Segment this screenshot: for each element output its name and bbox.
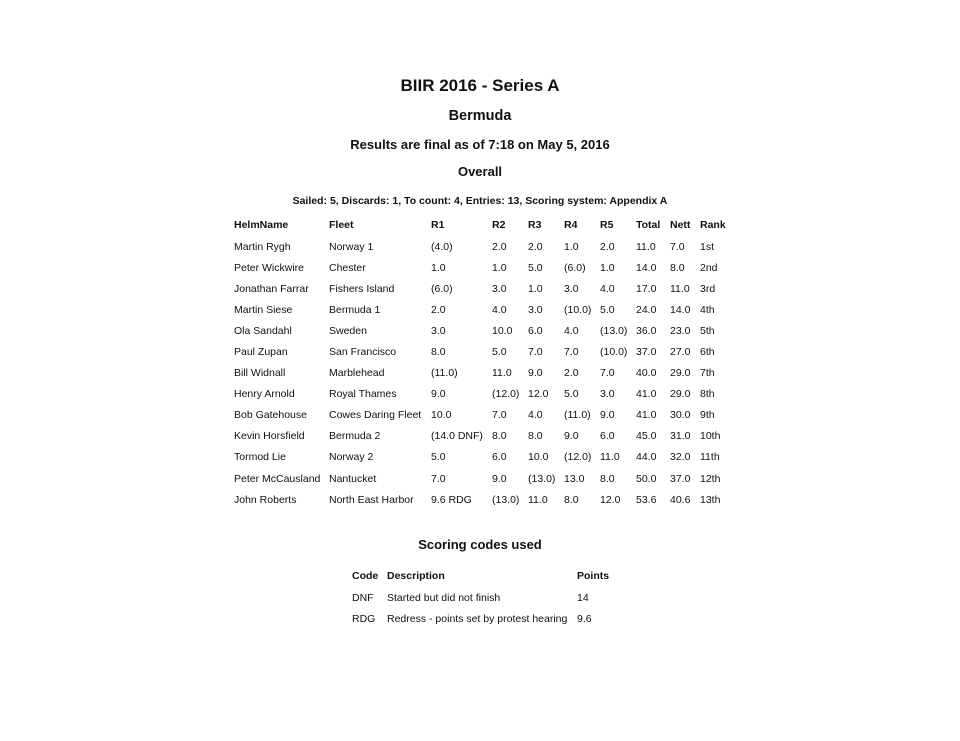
cell-total: 53.6 (636, 493, 657, 506)
cell-r4: 4.0 (564, 324, 579, 337)
cell-nett: 14.0 (670, 303, 691, 316)
cell-nett: 40.6 (670, 493, 691, 506)
cell-total: 14.0 (636, 261, 657, 274)
cell-r3: 3.0 (528, 303, 543, 316)
cell-rank: 10th (700, 430, 721, 443)
table-row (230, 489, 730, 510)
cell-r4: 13.0 (564, 472, 585, 485)
cell-r2: 6.0 (492, 451, 507, 464)
results-header-row (230, 213, 730, 236)
column-header-r3: R3 (528, 218, 542, 231)
cell-rank: 12th (700, 472, 721, 485)
cell-helm-name: Martin Siese (234, 303, 293, 316)
cell-r5: 2.0 (600, 240, 615, 253)
cell-nett: 8.0 (670, 261, 685, 274)
cell-r1: 9.0 (431, 388, 446, 401)
column-header-r1: R1 (431, 218, 445, 231)
cell-rank: 6th (700, 346, 715, 359)
codes-header-points: Points (577, 570, 610, 582)
cell-r1: 2.0 (431, 303, 446, 316)
cell-total: 44.0 (636, 451, 657, 464)
cell-rank: 1st (700, 240, 715, 253)
cell-r1: 5.0 (431, 451, 446, 464)
cell-fleet: Nantucket (329, 472, 377, 485)
cell-r1: (4.0) (431, 240, 453, 253)
cell-fleet: Sweden (329, 324, 367, 337)
cell-r4: 8.0 (564, 493, 579, 506)
cell-r5: 1.0 (600, 261, 615, 274)
cell-r4: 9.0 (564, 430, 579, 443)
cell-r4: (12.0) (564, 451, 592, 464)
cell-r5: 6.0 (600, 430, 615, 443)
venue-heading: Bermuda (448, 108, 512, 124)
cell-fleet: Cowes Daring Fleet (329, 409, 422, 422)
cell-helm-name: Paul Zupan (234, 346, 288, 359)
cell-r2: 10.0 (492, 324, 513, 337)
cell-r3: 5.0 (528, 261, 543, 274)
cell-r4: 3.0 (564, 282, 579, 295)
cell-r2: 9.0 (492, 472, 507, 485)
results-table (230, 213, 730, 510)
column-header-r4: R4 (564, 218, 578, 231)
cell-r2: 11.0 (492, 367, 512, 380)
cell-r1: 7.0 (431, 472, 446, 485)
cell-r3: 9.0 (528, 367, 543, 380)
cell-r3: 8.0 (528, 430, 543, 443)
cell-total: 11.0 (636, 240, 656, 253)
cell-total: 45.0 (636, 430, 657, 443)
cell-r2: 4.0 (492, 303, 507, 316)
cell-total: 24.0 (636, 303, 657, 316)
cell-r2: 2.0 (492, 240, 507, 253)
column-header-r5: R5 (600, 218, 614, 231)
cell-helm-name: John Roberts (234, 493, 297, 506)
cell-rank: 3rd (700, 282, 716, 295)
cell-r5: 3.0 (600, 388, 615, 401)
table-row (230, 363, 730, 384)
table-row (230, 341, 730, 362)
cell-fleet: North East Harbor (329, 493, 414, 506)
cell-r1: 3.0 (431, 324, 446, 337)
cell-r1: (11.0) (431, 367, 458, 380)
cell-r4: 5.0 (564, 388, 579, 401)
cell-helm-name: Kevin Horsfield (234, 430, 305, 443)
results-status: Results are final as of 7:18 on May 5, 2016 (350, 137, 610, 152)
cell-nett: 29.0 (670, 367, 691, 380)
codes-body (348, 587, 621, 629)
cell-r3: 1.0 (528, 282, 543, 295)
cell-nett: 27.0 (670, 346, 691, 359)
cell-r1: 8.0 (431, 346, 446, 359)
table-row (230, 447, 730, 468)
cell-rank: 9th (700, 409, 715, 422)
cell-fleet: Bermuda 1 (329, 303, 381, 316)
cell-r5: (10.0) (600, 346, 628, 359)
code-cell-points: 9.6 (577, 612, 592, 625)
code-cell-code: DNF (352, 591, 374, 604)
cell-nett: 30.0 (670, 409, 691, 422)
cell-r2: 3.0 (492, 282, 507, 295)
cell-r1: 10.0 (431, 409, 452, 422)
cell-nett: 29.0 (670, 388, 691, 401)
cell-r1: 9.6 RDG (431, 493, 472, 506)
cell-total: 36.0 (636, 324, 657, 337)
cell-nett: 31.0 (670, 430, 691, 443)
cell-helm-name: Tormod Lie (234, 451, 286, 464)
cell-nett: 32.0 (670, 451, 691, 464)
page-title: BIIR 2016 - Series A (400, 76, 560, 95)
cell-r5: 8.0 (600, 472, 615, 485)
cell-helm-name: Ola Sandahl (234, 324, 292, 337)
scoring-codes-title: Scoring codes used (418, 537, 542, 552)
cell-nett: 23.0 (670, 324, 691, 337)
cell-helm-name: Peter Wickwire (234, 261, 305, 274)
cell-rank: 4th (700, 303, 715, 316)
column-header-rank: Rank (700, 218, 726, 231)
cell-r5: (13.0) (600, 324, 628, 337)
code-cell-code: RDG (352, 612, 376, 625)
codes-header-description: Description (387, 570, 445, 582)
cell-r5: 12.0 (600, 493, 621, 506)
cell-nett: 11.0 (670, 282, 690, 295)
column-header-total: Total (636, 218, 661, 231)
cell-total: 50.0 (636, 472, 657, 485)
cell-r2: 8.0 (492, 430, 507, 443)
column-header-r2: R2 (492, 218, 506, 231)
code-cell-points: 14 (577, 591, 589, 604)
cell-rank: 5th (700, 324, 715, 337)
table-row (230, 299, 730, 320)
table-row (230, 468, 730, 489)
cell-fleet: Bermuda 2 (329, 430, 381, 443)
cell-fleet: San Francisco (329, 346, 397, 359)
cell-r1: (6.0) (431, 282, 453, 295)
table-row (230, 426, 730, 447)
codes-header-row (348, 565, 621, 587)
table-row (230, 384, 730, 405)
cell-total: 40.0 (636, 367, 657, 380)
cell-r1: (14.0 DNF) (431, 430, 483, 443)
list-item (348, 608, 621, 629)
cell-rank: 13th (700, 493, 721, 506)
cell-r3: 6.0 (528, 324, 543, 337)
cell-fleet: Chester (329, 261, 366, 274)
cell-fleet: Norway 2 (329, 451, 374, 464)
cell-r2: (12.0) (492, 388, 520, 401)
table-row (230, 236, 730, 257)
cell-r4: (10.0) (564, 303, 592, 316)
cell-r3: 4.0 (528, 409, 543, 422)
scoring-codes-table (348, 565, 621, 629)
cell-r2: 5.0 (492, 346, 507, 359)
cell-total: 37.0 (636, 346, 657, 359)
cell-rank: 8th (700, 388, 715, 401)
column-header-helm-name: HelmName (234, 218, 289, 231)
cell-nett: 7.0 (670, 240, 685, 253)
cell-r4: 2.0 (564, 367, 579, 380)
cell-helm-name: Bob Gatehouse (234, 409, 307, 422)
code-cell-description: Redress - points set by protest hearing (387, 612, 568, 625)
cell-helm-name: Bill Widnall (234, 367, 286, 380)
cell-r3: (13.0) (528, 472, 556, 485)
cell-nett: 37.0 (670, 472, 691, 485)
table-row (230, 278, 730, 299)
cell-r5: 7.0 (600, 367, 615, 380)
cell-helm-name: Jonathan Farrar (234, 282, 309, 295)
cell-r1: 1.0 (431, 261, 446, 274)
series-summary: Sailed: 5, Discards: 1, To count: 4, Entries: 13, Scoring system: Appendix A (292, 195, 668, 207)
cell-rank: 2nd (700, 261, 718, 274)
cell-r4: (11.0) (564, 409, 591, 422)
cell-r3: 11.0 (528, 493, 548, 506)
results-body (230, 236, 730, 510)
table-row (230, 405, 730, 426)
cell-fleet: Fishers Island (329, 282, 395, 295)
cell-rank: 11th (700, 451, 720, 464)
cell-fleet: Marblehead (329, 367, 385, 380)
table-row (230, 320, 730, 341)
cell-r3: 2.0 (528, 240, 543, 253)
cell-r3: 7.0 (528, 346, 543, 359)
column-header-nett: Nett (670, 218, 691, 231)
cell-r5: 4.0 (600, 282, 615, 295)
cell-r5: 5.0 (600, 303, 615, 316)
cell-helm-name: Peter McCausland (234, 472, 321, 485)
cell-rank: 7th (700, 367, 715, 380)
cell-r3: 10.0 (528, 451, 549, 464)
cell-r5: 11.0 (600, 451, 620, 464)
code-cell-description: Started but did not finish (387, 591, 501, 604)
table-row (230, 257, 730, 278)
cell-r3: 12.0 (528, 388, 549, 401)
cell-r4: (6.0) (564, 261, 586, 274)
cell-r2: (13.0) (492, 493, 520, 506)
column-header-fleet: Fleet (329, 218, 354, 231)
cell-r4: 1.0 (564, 240, 579, 253)
cell-r2: 7.0 (492, 409, 507, 422)
cell-r5: 9.0 (600, 409, 615, 422)
section-heading: Overall (457, 164, 503, 179)
cell-total: 41.0 (636, 409, 657, 422)
cell-fleet: Royal Thames (329, 388, 397, 401)
codes-header-code: Code (352, 570, 379, 582)
cell-helm-name: Martin Rygh (234, 240, 291, 253)
cell-r4: 7.0 (564, 346, 579, 359)
cell-fleet: Norway 1 (329, 240, 374, 253)
cell-r2: 1.0 (492, 261, 507, 274)
list-item (348, 587, 621, 608)
cell-total: 17.0 (636, 282, 657, 295)
cell-total: 41.0 (636, 388, 657, 401)
cell-helm-name: Henry Arnold (234, 388, 295, 401)
